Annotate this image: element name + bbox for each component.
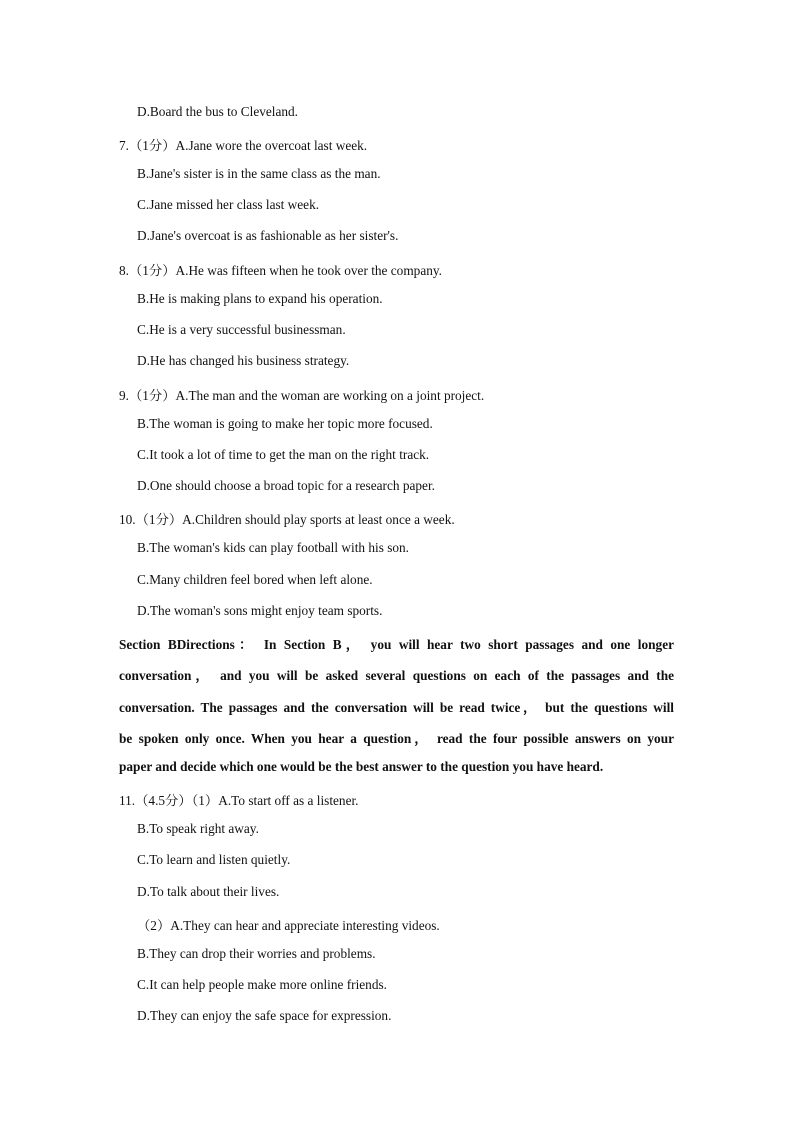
directions-line: paper and decide which one would be the best answer to the question you have heard. <box>119 759 604 774</box>
q10-question: 10.（1分）A.Children should play sports at least once a week. <box>119 512 455 527</box>
q10-option-d: D.The woman's sons might enjoy team sports. <box>137 603 383 618</box>
q9-option-b: B.The woman is going to make her topic more focused. <box>137 416 433 431</box>
q8-option-c: C.He is a very successful businessman. <box>137 322 346 337</box>
q8-question: 8.（1分）A.He was fifteen when he took over the company. <box>119 263 442 278</box>
directions-line: conversation. The passages and the conversation will be read twice， but the questions will <box>119 700 674 715</box>
q11-1-option-b: B.To speak right away. <box>137 821 259 836</box>
q11-question: 11.（4.5分）（1）A.To start off as a listener. <box>119 793 359 808</box>
q11-2-option-d: D.They can enjoy the safe space for expression. <box>137 1008 392 1023</box>
q10-option-c: C.Many children feel bored when left alone. <box>137 572 373 587</box>
q7-option-c: C.Jane missed her class last week. <box>137 197 320 212</box>
q9-option-d: D.One should choose a broad topic for a research paper. <box>137 478 435 493</box>
q8-option-b: B.He is making plans to expand his operation. <box>137 291 383 306</box>
q10-option-b: B.The woman's kids can play football with his son. <box>137 540 409 555</box>
q6-option-d: D.Board the bus to Cleveland. <box>137 104 299 119</box>
directions-line: be spoken only once. When you hear a question， read the four possible answers on your <box>119 731 674 746</box>
q8-option-d: D.He has changed his business strategy. <box>137 353 350 368</box>
q9-question: 9.（1分）A.The man and the woman are working on a joint project. <box>119 388 485 403</box>
q7-option-b: B.Jane's sister is in the same class as the man. <box>137 166 381 181</box>
directions-line: conversation， and you will be asked several questions on each of the passages and the <box>119 668 674 683</box>
q9-option-c: C.It took a lot of time to get the man on the right track. <box>137 447 430 462</box>
q11-1-option-c: C.To learn and listen quietly. <box>137 852 291 867</box>
q11-2-question: （2）A.They can hear and appreciate interesting videos. <box>137 918 440 933</box>
q7-question: 7.（1分）A.Jane wore the overcoat last week. <box>119 138 368 153</box>
q11-1-option-d: D.To talk about their lives. <box>137 884 280 899</box>
q7-option-d: D.Jane's overcoat is as fashionable as her sister's. <box>137 228 399 243</box>
q11-2-option-b: B.They can drop their worries and problems. <box>137 946 376 961</box>
q11-2-option-c: C.It can help people make more online friends. <box>137 977 387 992</box>
directions-line: Section BDirections： In Section B， you will hear two short passages and one longer <box>119 637 674 652</box>
